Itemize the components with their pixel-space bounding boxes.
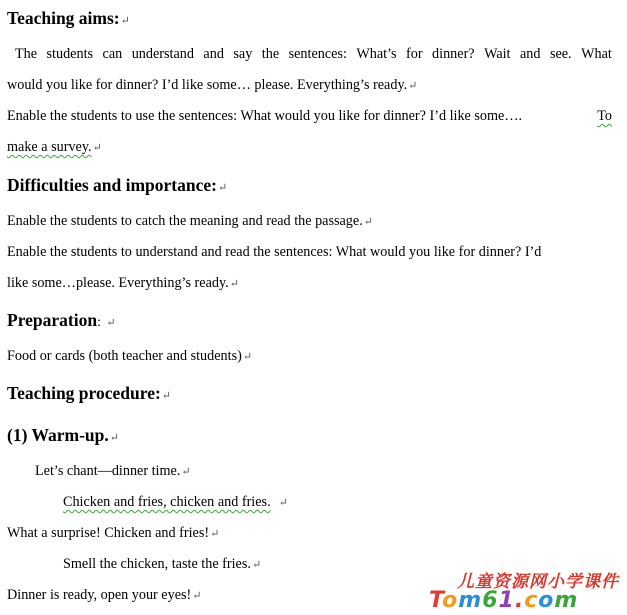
paragraph-mark: ↵ — [363, 216, 373, 228]
difficulties-line-3: like some…please. Everything’s ready.↵ — [7, 275, 239, 291]
chant-line-3: Smell the chicken, taste the fries.↵ — [63, 556, 262, 572]
paragraph-mark: ↵ — [106, 317, 116, 329]
watermark-letter: 1 — [498, 588, 515, 613]
aims-paragraph-1-line-2: would you like for dinner? I’d like some… please. Everything’s ready.↵ — [7, 77, 418, 93]
preparation-line-1: Food or cards (both teacher and students)↵ — [7, 348, 253, 364]
heading-teaching-aims: Teaching aims:↵ — [7, 8, 130, 28]
word: can — [102, 46, 123, 62]
paragraph-mark: ↵ — [242, 351, 253, 363]
watermark-letter: m — [554, 588, 579, 613]
paragraph-mark: ↵ — [278, 497, 288, 509]
watermark-letter: T — [429, 588, 443, 613]
paragraph-mark: ↵ — [109, 432, 119, 444]
word: see. — [549, 46, 572, 62]
chant-line-2: What a surprise! Chicken and fries!↵ — [7, 525, 220, 541]
watermark-letter: o — [442, 588, 459, 613]
chant-line-4: Dinner is ready, open your eyes!↵ — [7, 587, 202, 603]
paragraph-mark: ↵ — [251, 559, 262, 571]
word: and — [519, 46, 541, 62]
word: What’s — [356, 46, 397, 62]
watermark-letter: o — [538, 588, 555, 613]
aims-paragraph-1-line-1 — [15, 45, 612, 63]
watermark-logo — [423, 567, 623, 613]
paragraph-mark: ↵ — [161, 390, 172, 402]
heading-teaching-procedure: Teaching procedure:↵ — [7, 383, 172, 403]
paragraph-mark: ↵ — [229, 278, 239, 290]
heading-warm-up: (1) Warm-up.↵ — [7, 425, 119, 445]
watermark-letter: m — [458, 588, 483, 613]
word: and — [203, 46, 224, 62]
aims-paragraph-2-line-2 — [7, 138, 102, 157]
paragraph-mark: ↵ — [408, 80, 418, 92]
spellcheck-underlined-text: To — [597, 108, 612, 124]
chant-line-1 — [63, 493, 288, 512]
spellcheck-underlined-text: Chicken and fries, chicken and fries. — [63, 494, 271, 510]
heading-difficulties: Difficulties and importance:↵ — [7, 175, 228, 195]
paragraph-mark: ↵ — [210, 528, 220, 540]
word: Wait — [484, 46, 511, 62]
paragraph-mark: ↵ — [217, 182, 228, 194]
paragraph-mark: ↵ — [192, 590, 202, 602]
paragraph-mark: ↵ — [181, 466, 191, 478]
word: dinner? — [432, 46, 475, 62]
difficulties-line-1: Enable the students to catch the meaning and read the passage.↵ — [7, 213, 373, 229]
watermark-chinese-text: 儿童资源网小学课件 — [457, 572, 619, 592]
aims-paragraph-2-line-1: Enable the students to use the sentences: What would you like for dinner? I’d like some…. To — [7, 108, 612, 124]
word: sentences: — [288, 46, 347, 62]
chant-intro: Let’s chant—dinner time.↵ — [35, 463, 191, 479]
paragraph-mark: ↵ — [92, 142, 102, 154]
heading-preparation: Preparation: ↵ — [7, 310, 116, 330]
watermark-letter: 6 — [482, 588, 499, 613]
spellcheck-underlined-text: make a survey. — [7, 139, 92, 155]
word: say — [233, 46, 253, 62]
watermark-letter: c — [524, 588, 539, 613]
word: for — [406, 46, 423, 62]
word: understand — [131, 46, 194, 62]
word: What — [581, 46, 612, 62]
paragraph-mark: ↵ — [120, 15, 130, 27]
word: students — [46, 46, 94, 62]
watermark-letter: . — [514, 588, 525, 613]
word: The — [15, 46, 38, 62]
watermark-site-name — [429, 588, 578, 613]
word: the — [261, 46, 280, 62]
difficulties-line-2: Enable the students to understand and read the sentences: What would you like for dinner? I’d — [7, 244, 542, 260]
